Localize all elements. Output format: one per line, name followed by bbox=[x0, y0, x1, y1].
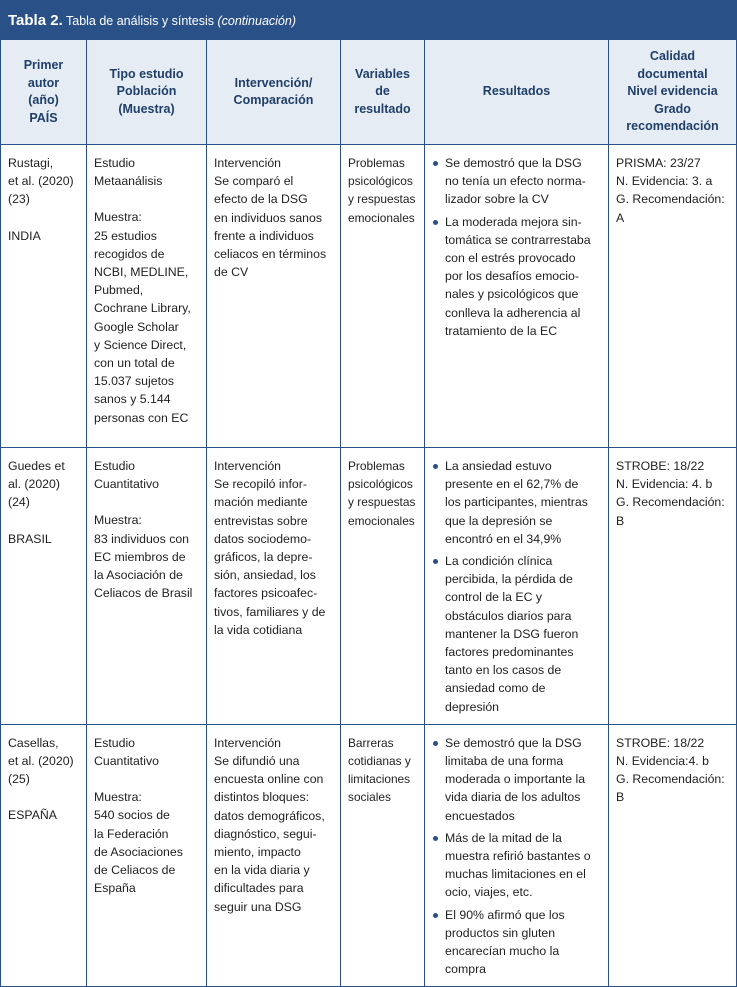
sample-label: Muestra: bbox=[94, 210, 142, 225]
text-line: (24) bbox=[8, 495, 30, 510]
result-bullet bbox=[432, 829, 602, 902]
text-line: Pubmed, bbox=[94, 283, 144, 298]
text-line: La moderada mejora sin- bbox=[445, 214, 582, 229]
text-line: diagnóstico, segui- bbox=[214, 826, 317, 841]
cell-quality bbox=[609, 448, 737, 725]
cell-author bbox=[1, 724, 87, 987]
text-line: ansiedad como de bbox=[445, 681, 546, 696]
header-quality bbox=[609, 40, 737, 145]
text-line: psicológicos bbox=[348, 477, 413, 492]
cell-study bbox=[87, 448, 207, 725]
text-line: encuesta online con bbox=[214, 772, 324, 787]
cell-variables bbox=[341, 448, 425, 725]
text-line: recomendación bbox=[626, 119, 719, 134]
text-line: distintos bloques: bbox=[214, 790, 310, 805]
sample-label: Muestra: bbox=[94, 513, 142, 528]
table-row bbox=[1, 448, 737, 725]
result-bullet bbox=[432, 457, 602, 548]
text-line: (25) bbox=[8, 772, 30, 787]
text-line: presente en el 62,7% de bbox=[445, 477, 579, 492]
text-line: (23) bbox=[8, 192, 30, 207]
text-line: datos demográficos, bbox=[214, 808, 325, 823]
text-line: vida diaria de los adultos bbox=[445, 790, 581, 805]
text-line: 540 socios de bbox=[94, 808, 170, 823]
text-line: lizador sobre la CV bbox=[445, 192, 549, 207]
text-line: tomática se contrarrestaba bbox=[445, 232, 591, 247]
text-line: la Asociación de bbox=[94, 568, 183, 583]
text-line: documental bbox=[637, 66, 708, 81]
text-line: seguir una DSG bbox=[214, 899, 302, 914]
text-line: Intervención bbox=[214, 735, 281, 750]
text-line: psicológicos bbox=[348, 174, 413, 189]
text-line: celiacos en términos bbox=[214, 247, 327, 262]
text-line: autor bbox=[27, 75, 60, 90]
text-line: B bbox=[616, 790, 625, 805]
text-line: de bbox=[375, 84, 390, 99]
cell-country: BRASIL bbox=[8, 531, 52, 546]
text-line: Resultados bbox=[482, 84, 551, 99]
header-intervention bbox=[207, 40, 341, 145]
text-line: Se difundió una bbox=[214, 754, 300, 769]
text-line: Guedes et bbox=[8, 459, 65, 473]
results-list bbox=[432, 457, 602, 716]
text-line: Intervención bbox=[214, 459, 281, 473]
text-line: muestra refirió bastantes o bbox=[445, 849, 591, 864]
text-line: tratamiento de la EC bbox=[445, 323, 558, 338]
result-bullet bbox=[432, 906, 602, 979]
table-title-note: (continuación) bbox=[217, 14, 296, 28]
cell-variables bbox=[341, 145, 425, 448]
text-line: 83 individuos con bbox=[94, 531, 190, 546]
cell-results bbox=[425, 724, 609, 987]
text-line: N. Evidencia: 4. b bbox=[616, 477, 713, 492]
text-line: efecto de la DSG bbox=[214, 192, 308, 207]
text-line: B bbox=[616, 513, 625, 528]
text-line: emocionales bbox=[348, 210, 415, 225]
text-line: Se comparó el bbox=[214, 174, 294, 189]
cell-country: ESPAÑA bbox=[8, 808, 57, 823]
text-line: Estudio bbox=[94, 459, 136, 473]
header-study bbox=[87, 40, 207, 145]
text-line: A bbox=[616, 210, 625, 225]
text-line: percibida, la pérdida de bbox=[445, 572, 573, 587]
text-line: y respuestas bbox=[348, 192, 416, 207]
text-line: La ansiedad estuvo bbox=[445, 459, 552, 473]
text-line: Intervención/ bbox=[234, 75, 313, 90]
text-line: obstáculos diarios para bbox=[445, 608, 572, 623]
text-line: por los desafíos emocio- bbox=[445, 269, 579, 284]
table-row bbox=[1, 724, 737, 987]
cell-intervention bbox=[207, 724, 341, 987]
text-line: control de la EC y bbox=[445, 590, 543, 605]
text-line: Tipo estudio bbox=[109, 66, 184, 81]
results-list bbox=[432, 734, 602, 979]
text-line: emocionales bbox=[348, 513, 415, 528]
text-line: STROBE: 18/22 bbox=[616, 735, 705, 750]
text-line: al. (2020) bbox=[8, 477, 60, 492]
text-line: depresión bbox=[445, 699, 500, 714]
text-line: (Muestra) bbox=[118, 101, 175, 116]
text-line: Rustagi, bbox=[8, 156, 54, 170]
text-line: Población bbox=[116, 84, 177, 99]
table-header-row bbox=[1, 40, 737, 145]
cell-country: INDIA bbox=[8, 228, 41, 243]
text-line: nales y psicológicos que bbox=[445, 287, 579, 302]
text-line: Comparación bbox=[233, 93, 314, 107]
text-line: de Asociaciones bbox=[94, 844, 183, 859]
table-title-bar bbox=[0, 0, 737, 39]
text-line: NCBI, MEDLINE, bbox=[94, 265, 189, 280]
text-line: PAÍS bbox=[29, 110, 58, 125]
cell-intervention bbox=[207, 448, 341, 725]
header-variables bbox=[341, 40, 425, 145]
table-title-text: Tabla de análisis y síntesis bbox=[66, 14, 214, 28]
text-line: compra bbox=[445, 962, 487, 977]
text-line: cotidianas y bbox=[348, 754, 411, 769]
results-list bbox=[432, 154, 602, 340]
cell-author bbox=[1, 448, 87, 725]
text-line: sociales bbox=[348, 790, 391, 805]
cell-author bbox=[1, 145, 87, 448]
text-line: Metaanálisis bbox=[94, 174, 163, 189]
text-line: Cuantitativo bbox=[94, 477, 159, 492]
result-bullet bbox=[432, 154, 602, 209]
text-line: gráficos, la depre- bbox=[214, 550, 313, 565]
cell-study bbox=[87, 724, 207, 987]
text-line: Problemas bbox=[348, 459, 405, 473]
table-label: Tabla 2. bbox=[8, 12, 63, 29]
text-line: PRISMA: 23/27 bbox=[616, 156, 701, 170]
text-line: sanos y 5.144 bbox=[94, 392, 171, 407]
text-line: (año) bbox=[28, 93, 59, 107]
text-line: Se demostró que la DSG bbox=[445, 735, 582, 750]
text-line: Calidad bbox=[649, 49, 696, 64]
result-bullet bbox=[432, 734, 602, 825]
text-line: encarecían mucho la bbox=[445, 944, 560, 959]
header-author bbox=[1, 40, 87, 145]
text-line: en la vida diaria y bbox=[214, 863, 310, 878]
header-results bbox=[425, 40, 609, 145]
sample-label: Muestra: bbox=[94, 790, 142, 805]
text-line: y respuestas bbox=[348, 495, 416, 510]
text-line: Casellas, bbox=[8, 735, 59, 750]
result-bullet bbox=[432, 552, 602, 716]
text-line: muchas limitaciones en el bbox=[445, 867, 586, 882]
text-line: Google Scholar bbox=[94, 319, 179, 334]
text-line: con el estrés provocado bbox=[445, 251, 576, 266]
cell-results bbox=[425, 145, 609, 448]
text-line: Problemas bbox=[348, 156, 405, 170]
text-line: Barreras bbox=[348, 735, 394, 750]
table-row bbox=[1, 145, 737, 448]
cell-variables bbox=[341, 724, 425, 987]
text-line: tanto en los casos de bbox=[445, 663, 562, 678]
text-line: encuestados bbox=[445, 808, 515, 823]
text-line: recogidos de bbox=[94, 246, 165, 261]
text-line: G. Recomendación: bbox=[616, 192, 725, 207]
text-line: mantener la DSG fueron bbox=[445, 626, 579, 641]
text-line: que la depresión se bbox=[445, 513, 553, 528]
text-line: El 90% afirmó que los bbox=[445, 907, 565, 922]
text-line: no tenía un efecto norma- bbox=[445, 174, 586, 189]
text-line: 15.037 sujetos bbox=[94, 374, 174, 389]
text-line: N. Evidencia:4. b bbox=[616, 754, 709, 769]
cell-quality bbox=[609, 145, 737, 448]
text-line: de CV bbox=[214, 265, 249, 280]
result-bullet bbox=[432, 213, 602, 340]
text-line: resultado bbox=[354, 101, 411, 116]
text-line: Nivel evidencia bbox=[627, 84, 718, 99]
text-line: factores psicoafec- bbox=[214, 586, 318, 601]
text-line: La condición clínica bbox=[445, 554, 553, 569]
text-line: los participantes, mientras bbox=[445, 495, 588, 510]
analysis-synthesis-table bbox=[0, 39, 737, 987]
text-line: la vida cotidiana bbox=[214, 622, 303, 637]
text-line: 25 estudios bbox=[94, 228, 157, 243]
text-line: limitaciones bbox=[348, 772, 411, 787]
text-line: Cuantitativo bbox=[94, 754, 159, 769]
text-line: Variables bbox=[355, 66, 410, 81]
cell-quality bbox=[609, 724, 737, 987]
text-line: Cochrane Library, bbox=[94, 301, 191, 316]
text-line: et al. (2020) bbox=[8, 174, 74, 189]
text-line: frente a individuos bbox=[214, 228, 314, 243]
text-line: y Science Direct, bbox=[94, 337, 187, 352]
cell-study bbox=[87, 145, 207, 448]
text-line: Se demostró que la DSG bbox=[445, 156, 582, 170]
text-line: dificultades para bbox=[214, 881, 304, 896]
text-line: Más de la mitad de la bbox=[445, 830, 562, 845]
cell-results bbox=[425, 448, 609, 725]
text-line: conlleva la adherencia al bbox=[445, 305, 581, 320]
text-line: en individuos sanos bbox=[214, 210, 323, 225]
text-line: Grado bbox=[654, 101, 691, 116]
text-line: et al. (2020) bbox=[8, 754, 74, 769]
text-line: encontró en el 34,9% bbox=[445, 531, 562, 546]
text-line: Intervención bbox=[214, 156, 281, 170]
text-line: G. Recomendación: bbox=[616, 495, 725, 510]
text-line: datos sociodemo- bbox=[214, 531, 312, 546]
text-line: mación mediante bbox=[214, 495, 308, 510]
text-line: Estudio bbox=[94, 735, 136, 750]
text-line: ocio, viajes, etc. bbox=[445, 885, 533, 900]
text-line: sión, ansiedad, los bbox=[214, 568, 316, 583]
text-line: España bbox=[94, 881, 136, 896]
text-line: Estudio bbox=[94, 156, 136, 170]
text-line: con un total de bbox=[94, 356, 175, 371]
cell-intervention bbox=[207, 145, 341, 448]
text-line: G. Recomendación: bbox=[616, 772, 725, 787]
text-line: Primer bbox=[23, 58, 64, 72]
text-line: N. Evidencia: 3. a bbox=[616, 174, 713, 189]
text-line: de Celiacos de bbox=[94, 863, 176, 878]
text-line: la Federación bbox=[94, 826, 169, 841]
text-line: STROBE: 18/22 bbox=[616, 459, 705, 473]
text-line: EC miembros de bbox=[94, 549, 186, 564]
text-line: limitaba de una forma bbox=[445, 754, 564, 769]
text-line: tivos, familiares y de bbox=[214, 604, 326, 619]
text-line: productos sin gluten bbox=[445, 925, 556, 940]
text-line: factores predominantes bbox=[445, 645, 574, 660]
text-line: Celiacos de Brasil bbox=[94, 586, 193, 601]
text-line: Se recopiló infor- bbox=[214, 477, 307, 492]
text-line: moderada o importante la bbox=[445, 772, 586, 787]
text-line: entrevistas sobre bbox=[214, 513, 308, 528]
text-line: miento, impacto bbox=[214, 845, 301, 860]
text-line: personas con EC bbox=[94, 410, 189, 425]
